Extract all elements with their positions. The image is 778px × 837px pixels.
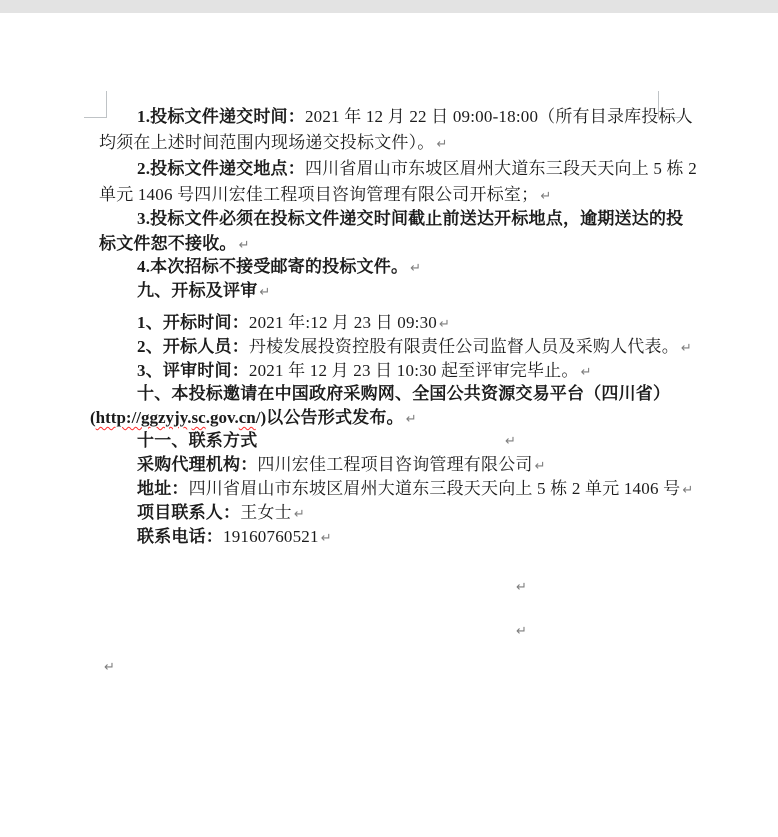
body-text: 标文件恕不接收。: [99, 234, 237, 253]
field-value: 四川省眉山市东坡区眉州大道东三段天天向上 5 栋 2 单元 1406 号: [188, 479, 681, 498]
field-value: 2021 年 12 月 23 日 10:30 起至评审完毕止。: [248, 361, 579, 380]
section-heading: [137, 281, 271, 302]
url-text: sc: [191, 408, 206, 427]
pilcrow-mark: ↵: [680, 341, 692, 356]
pilcrow-mark: ↵: [516, 580, 527, 595]
pilcrow-mark: ↵: [439, 317, 451, 332]
field-label: 联系电话：: [137, 527, 223, 546]
field-value: 四川省眉山市东坡区眉州大道东三段天天向上 5 栋 2: [304, 159, 697, 178]
field-label: 3、评审时间：: [137, 361, 249, 380]
field-label: 采购代理机构：: [137, 455, 258, 474]
document-line: [137, 455, 546, 476]
field-label: 2、开标人员：: [137, 337, 249, 356]
document-line: [137, 159, 697, 178]
heading-text: 十一、联系方式: [137, 431, 258, 450]
document-line: [137, 503, 305, 524]
pilcrow-mark: ↵: [505, 434, 516, 449]
document-line: [137, 257, 421, 278]
pilcrow-mark: ↵: [534, 459, 546, 474]
field-value: 2021 年 12 月 22 日 09:00-18:00（所有目录库投标人: [304, 107, 693, 126]
document-line: [137, 313, 450, 334]
pilcrow-mark: ↵: [320, 531, 332, 546]
pilcrow-mark: ↵: [682, 483, 694, 498]
body-text: 以公告形式发布。: [266, 408, 404, 427]
pilcrow-mark: ↵: [580, 365, 592, 380]
document-line: [99, 133, 448, 154]
field-label: 1.投标文件递交时间：: [137, 107, 305, 126]
pilcrow-mark: ↵: [410, 261, 422, 276]
body-text: 均须在上述时间范围内现场递交投标文件）。: [99, 133, 435, 152]
url-text: .gov.: [205, 408, 239, 427]
field-value: 19160760521: [223, 527, 319, 546]
pilcrow-mark: ↵: [436, 137, 448, 152]
section-heading: [137, 431, 257, 450]
document-line: [137, 209, 683, 228]
document-line: [99, 234, 250, 255]
document-line: [137, 337, 692, 358]
url-text: (: [90, 408, 96, 427]
pilcrow-mark: ↵: [540, 189, 552, 204]
field-label: 1、开标时间：: [137, 313, 249, 332]
field-value: 2021 年:12 月 23 日 09:30: [248, 313, 438, 332]
pilcrow-mark: ↵: [405, 412, 417, 427]
document-page: [0, 13, 778, 837]
document-line: [137, 527, 332, 548]
document-line: [137, 384, 670, 403]
document-line: [90, 408, 417, 429]
field-label: 2.投标文件递交地点：: [137, 159, 305, 178]
document-line: [137, 479, 693, 500]
pilcrow-mark: ↵: [104, 660, 115, 675]
pilcrow-mark: ↵: [259, 285, 271, 300]
window-top-strip: [0, 0, 778, 13]
document-line: [137, 361, 592, 382]
body-text: 单元 1406 号四川宏佳工程项目咨询管理有限公司开标室；: [99, 185, 539, 204]
body-text: 3.投标文件必须在投标文件递交时间截止前送达开标地点，逾期送达的投: [137, 209, 684, 228]
document-line: [99, 185, 551, 206]
pilcrow-mark: ↵: [516, 624, 527, 639]
field-value: 丹棱发展投资控股有限责任公司监督人员及采购人代表。: [248, 337, 679, 356]
heading-text: 九、开标及评审: [137, 281, 258, 300]
field-label: 项目联系人：: [137, 503, 241, 522]
pilcrow-mark: ↵: [293, 507, 305, 522]
field-value: 王女士: [240, 503, 292, 522]
url-text: http://ggzyjy: [95, 408, 188, 427]
pilcrow-mark: ↵: [238, 238, 250, 253]
text-boundary-corner-left-icon: [84, 91, 107, 118]
document-line: [137, 107, 693, 126]
field-label: 地址：: [137, 479, 189, 498]
url-text: .: [187, 408, 192, 427]
field-value: 四川宏佳工程项目咨询管理有限公司: [257, 455, 533, 474]
url-text: cn: [238, 408, 256, 427]
url-text: /): [255, 408, 267, 427]
body-text: 4.本次招标不接受邮寄的投标文件。: [137, 257, 409, 276]
body-text: 十、本投标邀请在中国政府采购网、全国公共资源交易平台（四川省）: [137, 384, 671, 403]
